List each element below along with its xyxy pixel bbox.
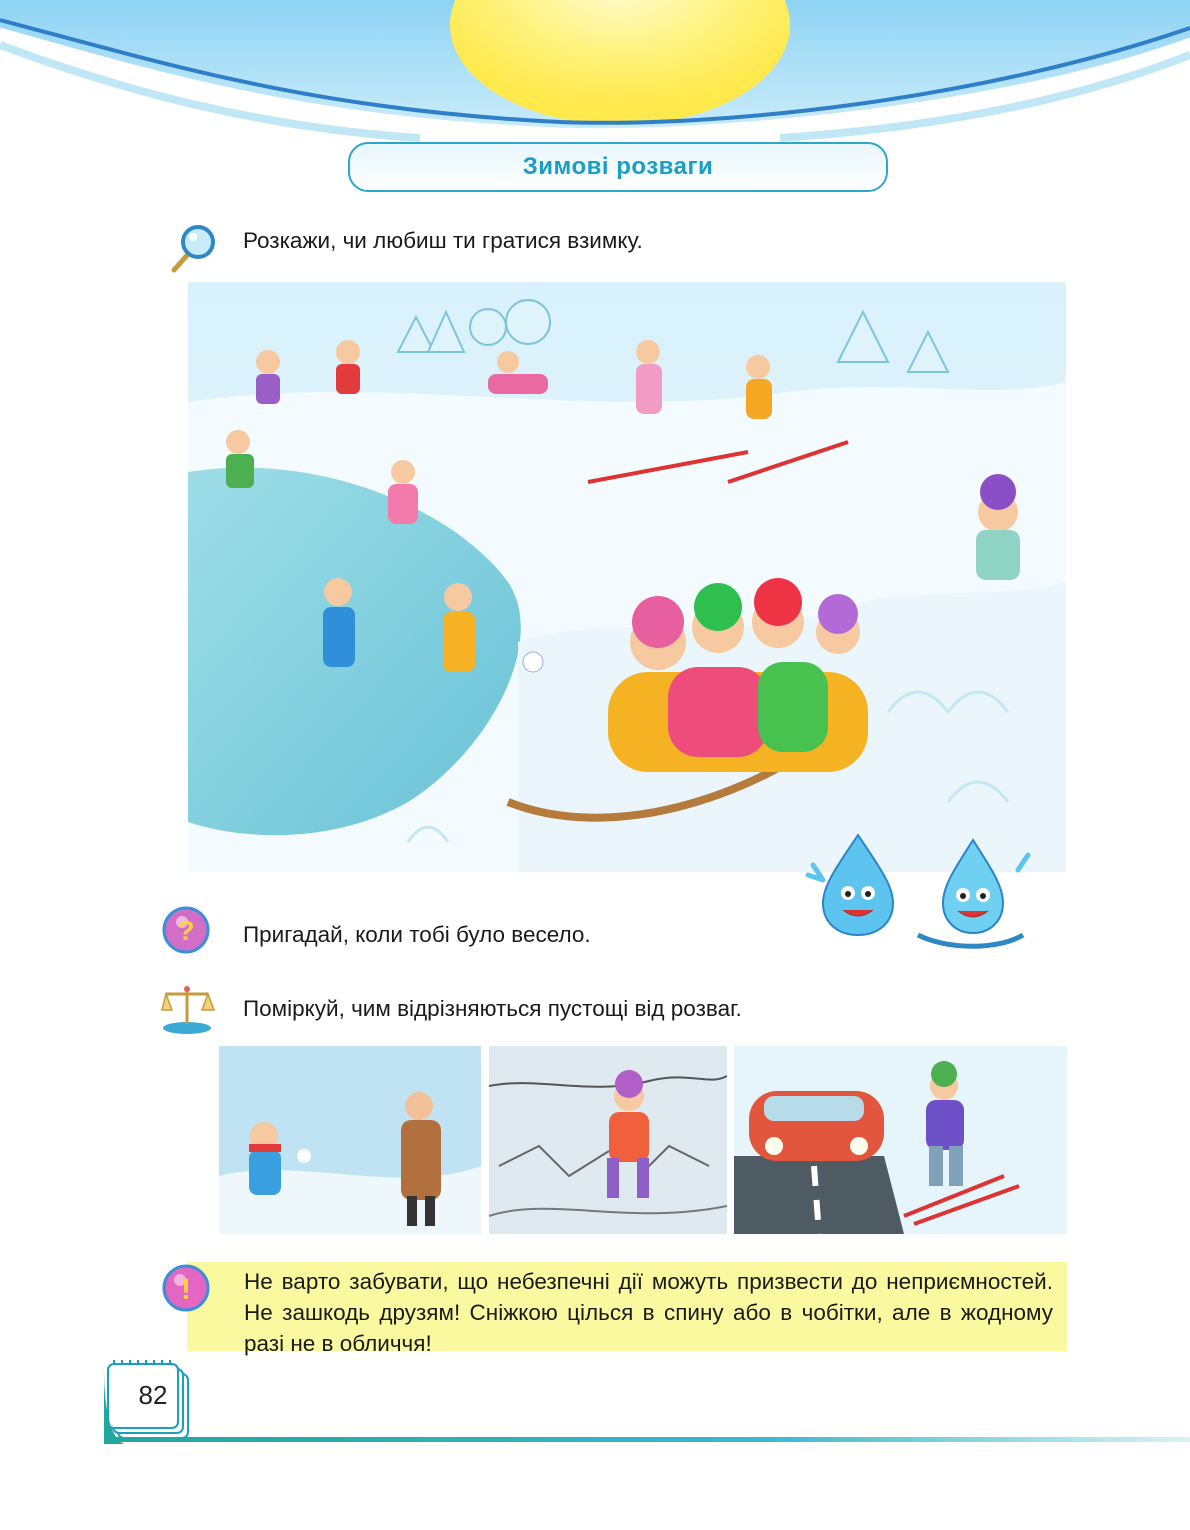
question-icon xyxy=(160,904,212,960)
snowball-scene-picture xyxy=(219,1046,481,1234)
winter-fun-illustration xyxy=(188,282,1066,872)
task-text: Пригадай, коли тобі було весело. xyxy=(243,922,591,947)
svg-text:!: ! xyxy=(181,1273,191,1306)
magnifier-icon xyxy=(166,220,218,276)
exclamation-icon xyxy=(160,1262,212,1318)
header-sky-band xyxy=(0,0,1190,150)
skiing-near-road-picture xyxy=(734,1046,1067,1234)
water-drop-mascots xyxy=(798,815,1048,955)
page-title: Зимові розваги xyxy=(522,153,714,180)
footer-line xyxy=(110,1437,1190,1442)
task-text: Поміркуй, чим відрізняються пустощі від розваг. xyxy=(243,996,742,1021)
page-title-box xyxy=(348,142,888,192)
warning-note xyxy=(187,1262,1067,1356)
svg-text:?: ? xyxy=(177,915,195,946)
page-number: 82 xyxy=(138,1380,168,1410)
task-text: Розкажи, чи любиш ти гратися взимку. xyxy=(243,228,643,253)
thin-ice-scene-picture xyxy=(489,1046,727,1234)
scales-icon xyxy=(158,980,216,1036)
warning-note-text: Не варто забувати, що небезпечні дії можуть призвести до неприємностей. Не зашкодь друзям! Сніжкою цілься в спину або в чобітки, але в жодному разі не в обличчя! xyxy=(244,1269,1053,1356)
